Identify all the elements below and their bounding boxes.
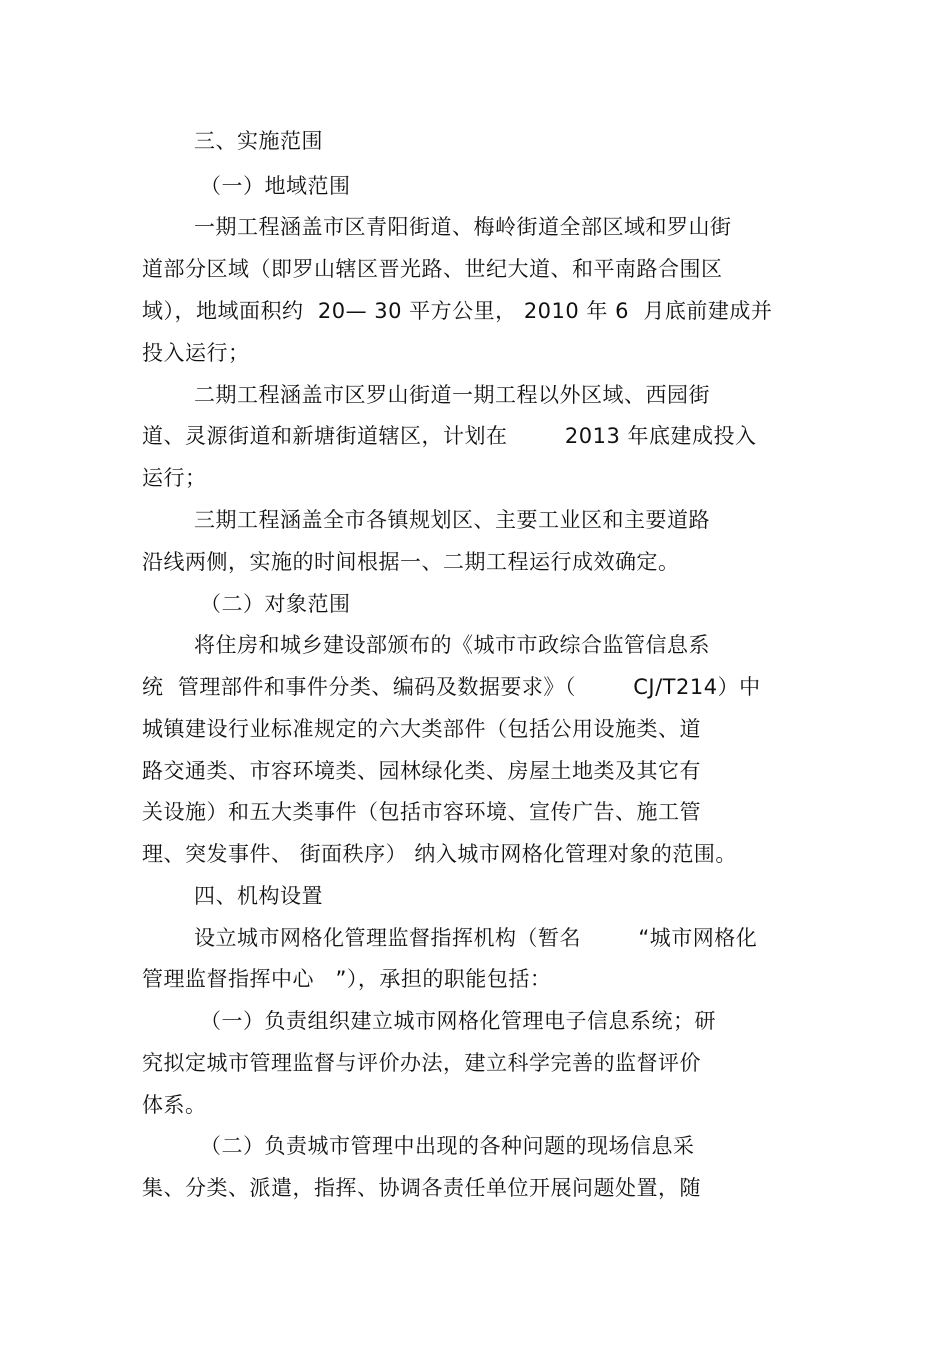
paragraph-line: 究拟定城市管理监督与评价办法，建立科学完善的监督评价 xyxy=(142,1051,701,1075)
paragraph-line: 道、灵源街道和新塘街道辖区，计划在 2013 年底建成投入 xyxy=(142,424,757,448)
paragraph-line: 二期工程涵盖市区罗山街道一期工程以外区域、西园街 xyxy=(194,383,710,407)
paragraph-line: 道部分区域（即罗山辖区晋光路、世纪大道、和平南路合围区 xyxy=(142,257,723,281)
paragraph-line: 体系。 xyxy=(142,1093,207,1117)
paragraph-line: 路交通类、市容环境类、园林绿化类、房屋土地类及其它有 xyxy=(142,759,701,783)
paragraph-line: 关设施）和五大类事件（包括市容环境、宣传广告、施工管 xyxy=(142,800,701,824)
paragraph-line: 统 管理部件和事件分类、编码及数据要求》（ CJ/T214）中 xyxy=(142,675,761,699)
subsection-heading: （一）地域范围 xyxy=(200,174,351,198)
paragraph-line: 沿线两侧，实施的时间根据一、二期工程运行成效确定。 xyxy=(142,550,680,574)
paragraph-line: 理、突发事件、 街面秩序） 纳入城市网格化管理对象的范围。 xyxy=(142,842,737,866)
paragraph-line: 域），地域面积约 20— 30 平方公里， 2010 年 6 月底前建成并 xyxy=(142,299,773,323)
section-heading: 三、实施范围 xyxy=(194,129,323,153)
subsection-heading: （二）对象范围 xyxy=(200,592,351,616)
paragraph-line: 管理监督指挥中心 ”），承担的职能包括： xyxy=(142,967,552,991)
paragraph-line: 集、分类、派遣，指挥、协调各责任单位开展问题处置，随 xyxy=(142,1176,701,1200)
paragraph-line: 三期工程涵盖全市各镇规划区、主要工业区和主要道路 xyxy=(194,508,710,532)
paragraph-line: （一）负责组织建立城市网格化管理电子信息系统；研 xyxy=(200,1009,716,1033)
section-heading: 四、机构设置 xyxy=(194,884,323,908)
paragraph-line: 投入运行； xyxy=(142,341,250,365)
paragraph-line: 运行； xyxy=(142,466,207,490)
paragraph-line: 一期工程涵盖市区青阳街道、梅岭街道全部区域和罗山街 xyxy=(194,215,732,239)
paragraph-line: 城镇建设行业标准规定的六大类部件（包括公用设施类、道 xyxy=(142,717,701,741)
paragraph-line: （二）负责城市管理中出现的各种问题的现场信息采 xyxy=(200,1134,695,1158)
paragraph-line: 将住房和城乡建设部颁布的《城市市政综合监管信息系 xyxy=(194,633,710,657)
paragraph-line: 设立城市网格化管理监督指挥机构（暂名 “城市网格化 xyxy=(194,926,758,950)
